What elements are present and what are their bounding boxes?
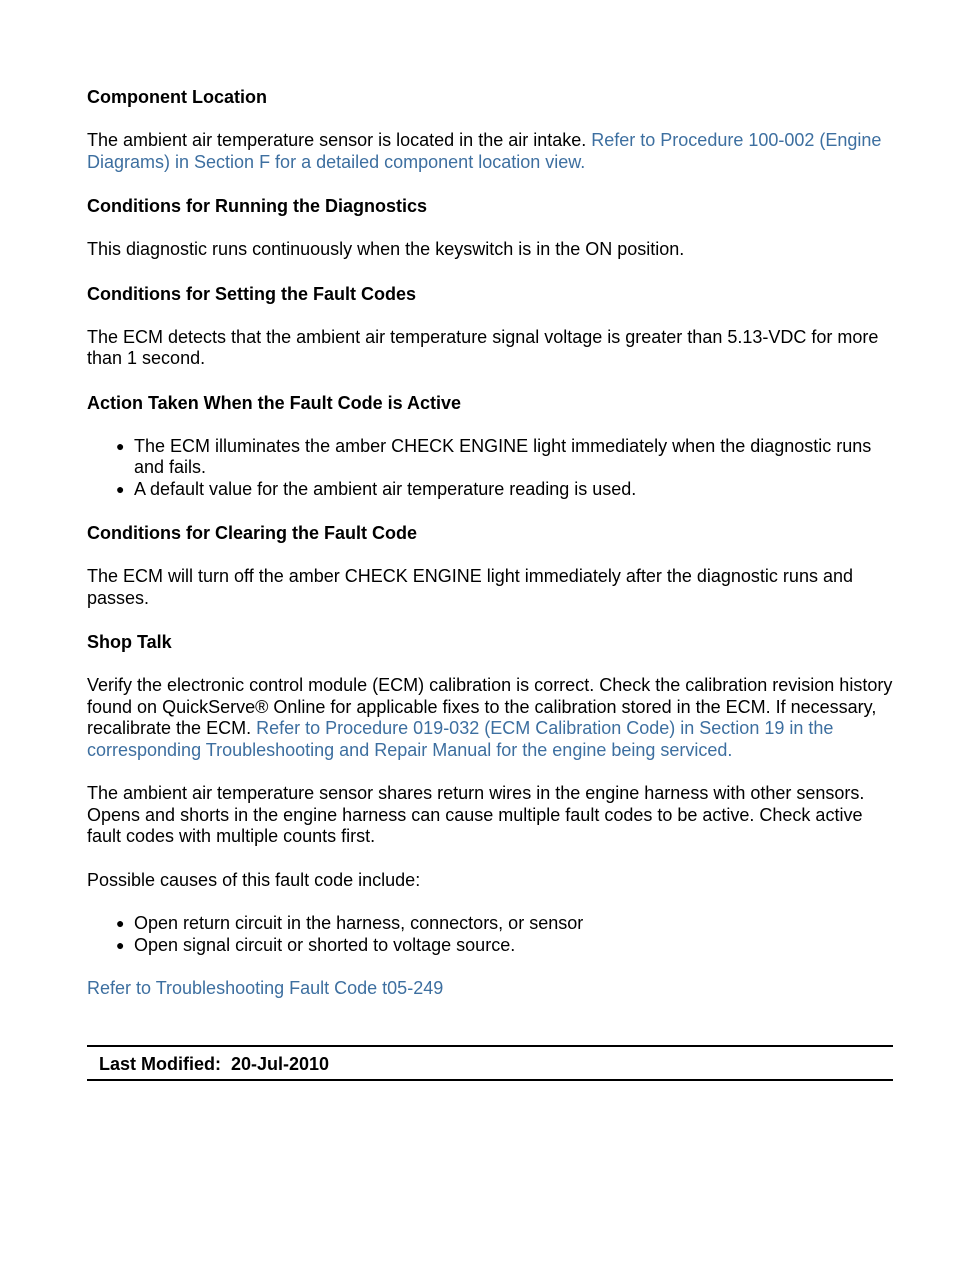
bullet-icon: ● [116, 915, 125, 931]
heading-component-location: Component Location [87, 87, 267, 107]
possible-causes-list [87, 913, 893, 956]
bullet-icon: ● [116, 480, 125, 497]
paragraph-clearing-fault-code: The ECM will turn off the amber CHECK ENGINE light immediately after the diagnostic runs and passes. [87, 566, 853, 608]
paragraph-running-diagnostics: This diagnostic runs continuously when the keyswitch is in the ON position. [87, 239, 685, 259]
list-item: ● Open signal circuit or shorted to voltage source. [116, 934, 516, 955]
document-body [87, 86, 893, 1022]
link-procedure-019-032[interactable]: Refer to Procedure 019-032 (ECM Calibration Code) in Section 19 in the corresponding Troubleshooting and Repair Manual for the engine being serviced. [87, 718, 834, 760]
component-location-text: The ambient air temperature sensor is located in the air intake. [87, 130, 592, 150]
paragraph-setting-fault-codes: The ECM detects that the ambient air temperature signal voltage is greater than 5.13-VDC for more than 1 second. [87, 326, 879, 368]
link-fault-code-t05-249[interactable]: Refer to Troubleshooting Fault Code t05-249 [87, 978, 444, 998]
shop-talk-text: Verify the electronic control module (ECM) calibration is correct. Check the calibration revision history found on QuickServe® Online for applicable fixes to the calibration stored in the ECM. If necessary, recalibrate the ECM. [87, 675, 893, 738]
list-item: ● A default value for the ambient air temperature reading is used. [116, 478, 637, 499]
link-procedure-100-002[interactable]: Refer to Procedure 100-002 (Engine Diagrams) in Section F for a detailed component location view. [87, 130, 882, 172]
paragraph-component-location [87, 130, 893, 173]
heading-setting-fault-codes: Conditions for Setting the Fault Codes [87, 283, 416, 304]
footer-last-modified [87, 1045, 893, 1081]
heading-shop-talk: Shop Talk [87, 632, 172, 652]
paragraph-shop-talk-calibration [87, 675, 893, 761]
heading-clearing-fault-code: Conditions for Clearing the Fault Code [87, 523, 417, 543]
paragraph-shop-talk-harness: The ambient air temperature sensor shares return wires in the engine harness with other sensors. Opens and shorts in the engine harness can cause multiple fault codes to be active. Check active fault codes with multiple counts first. [87, 783, 865, 846]
heading-action-taken: Action Taken When the Fault Code is Active [87, 392, 462, 413]
action-taken-list [87, 436, 893, 501]
bullet-icon: ● [116, 936, 125, 953]
last-modified-label: Last Modified: 20-Jul-2010 [99, 1054, 330, 1074]
heading-running-diagnostics: Conditions for Running the Diagnostics [87, 196, 427, 216]
bullet-icon: ● [116, 437, 125, 454]
paragraph-refer-link [87, 978, 893, 1000]
paragraph-possible-causes: Possible causes of this fault code include: [87, 869, 421, 890]
list-item: ● The ECM illuminates the amber CHECK ENGINE light immediately when the diagnostic runs and fails. [116, 435, 872, 477]
list-item: ● Open return circuit in the harness, connectors, or sensor [116, 913, 584, 933]
